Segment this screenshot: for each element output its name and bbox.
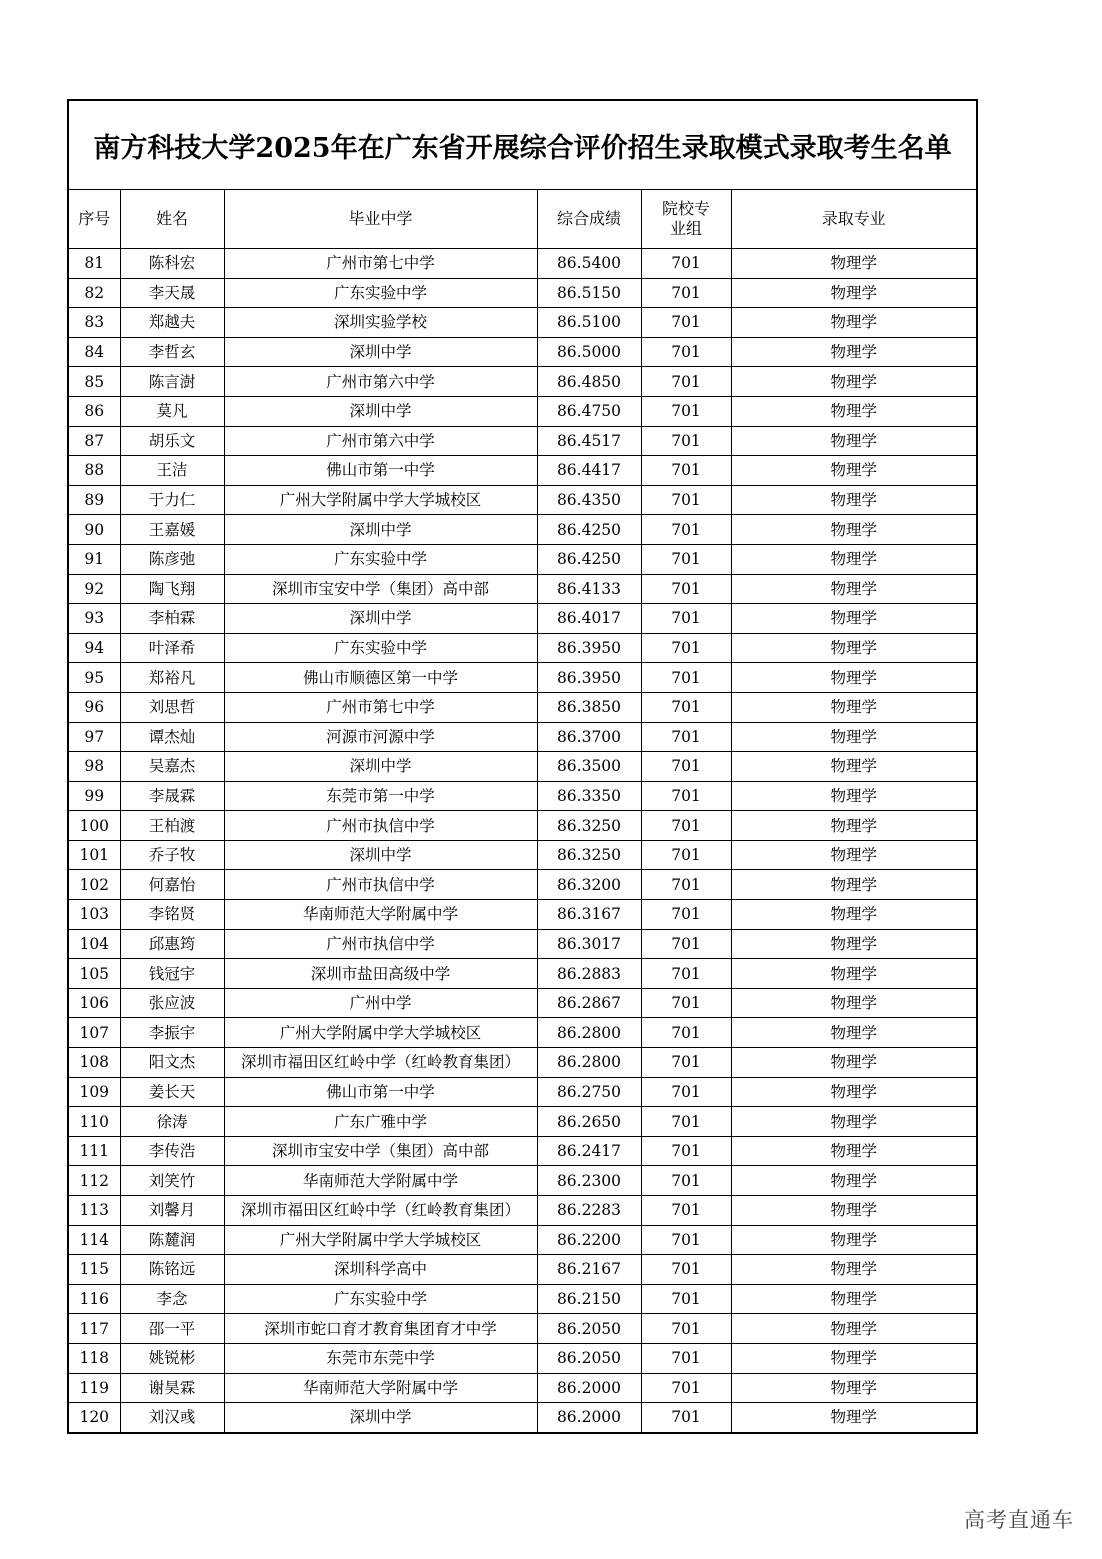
composite-score: 86.3950 [537, 663, 641, 693]
admitted-major: 物理学 [731, 544, 976, 574]
graduated-school: 深圳市宝安中学（集团）高中部 [224, 1136, 537, 1166]
composite-score: 86.3700 [537, 722, 641, 752]
student-name: 陈铭远 [120, 1255, 224, 1285]
row-index: 95 [69, 663, 120, 693]
table-row [69, 988, 976, 1018]
table-row [69, 900, 976, 930]
row-index: 116 [69, 1284, 120, 1314]
table-row [69, 959, 976, 989]
admitted-major: 物理学 [731, 396, 976, 426]
table-row [69, 840, 976, 870]
student-name: 王洁 [120, 456, 224, 486]
table-row [69, 604, 976, 634]
composite-score: 86.2883 [537, 959, 641, 989]
graduated-school: 广州中学 [224, 988, 537, 1018]
table-row [69, 515, 976, 545]
admitted-major: 物理学 [731, 1166, 976, 1196]
table-row [69, 485, 976, 515]
major-group-code: 701 [641, 959, 731, 989]
major-group-code: 701 [641, 367, 731, 397]
table-row [69, 781, 976, 811]
major-group-code: 701 [641, 515, 731, 545]
graduated-school: 广州大学附属中学大学城校区 [224, 485, 537, 515]
row-index: 83 [69, 308, 120, 338]
student-name: 陶飞翔 [120, 574, 224, 604]
major-group-code: 701 [641, 870, 731, 900]
graduated-school: 深圳中学 [224, 515, 537, 545]
student-name: 吴嘉杰 [120, 752, 224, 782]
admitted-major: 物理学 [731, 1403, 976, 1432]
graduated-school: 广东实验中学 [224, 633, 537, 663]
composite-score: 86.3500 [537, 752, 641, 782]
admitted-major: 物理学 [731, 337, 976, 367]
graduated-school: 东莞市东莞中学 [224, 1343, 537, 1373]
major-group-code: 701 [641, 1284, 731, 1314]
student-name: 李振宇 [120, 1018, 224, 1048]
student-name: 姚锐彬 [120, 1343, 224, 1373]
composite-score: 86.4517 [537, 426, 641, 456]
row-index: 106 [69, 988, 120, 1018]
row-index: 97 [69, 722, 120, 752]
admission-table [69, 190, 976, 1432]
student-name: 陈言澍 [120, 367, 224, 397]
major-group-code: 701 [641, 1166, 731, 1196]
table-row [69, 308, 976, 338]
header-admitted-major: 录取专业 [731, 190, 976, 249]
table-row [69, 1255, 976, 1285]
major-group-code: 701 [641, 1048, 731, 1078]
graduated-school: 华南师范大学附属中学 [224, 1166, 537, 1196]
admitted-major: 物理学 [731, 722, 976, 752]
composite-score: 86.3200 [537, 870, 641, 900]
admitted-major: 物理学 [731, 1284, 976, 1314]
row-index: 102 [69, 870, 120, 900]
header-score: 综合成绩 [537, 190, 641, 249]
composite-score: 86.2050 [537, 1343, 641, 1373]
major-group-code: 701 [641, 1107, 731, 1137]
admitted-major: 物理学 [731, 574, 976, 604]
table-row [69, 396, 976, 426]
composite-score: 86.3250 [537, 840, 641, 870]
composite-score: 86.3167 [537, 900, 641, 930]
composite-score: 86.5000 [537, 337, 641, 367]
student-name: 李哲玄 [120, 337, 224, 367]
graduated-school: 佛山市第一中学 [224, 456, 537, 486]
major-group-code: 701 [641, 633, 731, 663]
table-row [69, 367, 976, 397]
student-name: 邱惠筠 [120, 929, 224, 959]
admitted-major: 物理学 [731, 633, 976, 663]
composite-score: 86.4850 [537, 367, 641, 397]
composite-score: 86.2150 [537, 1284, 641, 1314]
student-name: 谭杰灿 [120, 722, 224, 752]
table-row [69, 1107, 976, 1137]
admitted-major: 物理学 [731, 367, 976, 397]
graduated-school: 深圳中学 [224, 840, 537, 870]
major-group-code: 701 [641, 308, 731, 338]
row-index: 107 [69, 1018, 120, 1048]
table-row [69, 249, 976, 279]
student-name: 王柏渡 [120, 811, 224, 841]
major-group-code: 701 [641, 840, 731, 870]
watermark-text: 高考直通车 [964, 1508, 1074, 1532]
graduated-school: 广州市第六中学 [224, 367, 537, 397]
row-index: 81 [69, 249, 120, 279]
student-name: 阳文杰 [120, 1048, 224, 1078]
table-body [69, 249, 976, 1432]
composite-score: 86.5100 [537, 308, 641, 338]
major-group-code: 701 [641, 1343, 731, 1373]
admitted-major: 物理学 [731, 1225, 976, 1255]
graduated-school: 广东实验中学 [224, 1284, 537, 1314]
graduated-school: 广州市第六中学 [224, 426, 537, 456]
table-row [69, 692, 976, 722]
row-index: 98 [69, 752, 120, 782]
row-index: 86 [69, 396, 120, 426]
composite-score: 86.4133 [537, 574, 641, 604]
major-group-code: 701 [641, 692, 731, 722]
major-group-code: 701 [641, 426, 731, 456]
admitted-major: 物理学 [731, 308, 976, 338]
table-row [69, 1225, 976, 1255]
major-group-code: 701 [641, 604, 731, 634]
table-row [69, 337, 976, 367]
admitted-major: 物理学 [731, 1196, 976, 1226]
composite-score: 86.4250 [537, 515, 641, 545]
graduated-school: 广州市执信中学 [224, 929, 537, 959]
row-index: 112 [69, 1166, 120, 1196]
graduated-school: 广州市执信中学 [224, 811, 537, 841]
table-row [69, 633, 976, 663]
major-group-code: 701 [641, 1196, 731, 1226]
major-group-code: 701 [641, 988, 731, 1018]
major-group-code: 701 [641, 1373, 731, 1403]
document-title: 南方科技大学2025年在广东省开展综合评价招生录取模式录取考生名单 [69, 101, 976, 190]
table-row [69, 1018, 976, 1048]
row-index: 110 [69, 1107, 120, 1137]
composite-score: 86.5150 [537, 278, 641, 308]
major-group-code: 701 [641, 1018, 731, 1048]
header-major-group: 院校专业组 [641, 190, 731, 249]
student-name: 张应波 [120, 988, 224, 1018]
table-header-row [69, 190, 976, 249]
composite-score: 86.2167 [537, 1255, 641, 1285]
composite-score: 86.4017 [537, 604, 641, 634]
composite-score: 86.2000 [537, 1403, 641, 1432]
table-row [69, 574, 976, 604]
student-name: 何嘉怡 [120, 870, 224, 900]
admitted-major: 物理学 [731, 1255, 976, 1285]
composite-score: 86.2750 [537, 1077, 641, 1107]
table-row [69, 1284, 976, 1314]
admitted-major: 物理学 [731, 752, 976, 782]
graduated-school: 深圳中学 [224, 1403, 537, 1432]
table-row [69, 722, 976, 752]
admitted-major: 物理学 [731, 1314, 976, 1344]
admitted-major: 物理学 [731, 781, 976, 811]
row-index: 113 [69, 1196, 120, 1226]
composite-score: 86.2300 [537, 1166, 641, 1196]
graduated-school: 深圳市福田区红岭中学（红岭教育集团） [224, 1196, 537, 1226]
table-row [69, 1048, 976, 1078]
student-name: 乔子牧 [120, 840, 224, 870]
graduated-school: 深圳市福田区红岭中学（红岭教育集团） [224, 1048, 537, 1078]
graduated-school: 深圳实验学校 [224, 308, 537, 338]
student-name: 刘汉彧 [120, 1403, 224, 1432]
row-index: 100 [69, 811, 120, 841]
student-name: 陈科宏 [120, 249, 224, 279]
table-row [69, 1314, 976, 1344]
major-group-code: 701 [641, 544, 731, 574]
major-group-code: 701 [641, 485, 731, 515]
student-name: 刘思哲 [120, 692, 224, 722]
student-name: 王嘉媛 [120, 515, 224, 545]
admitted-major: 物理学 [731, 515, 976, 545]
composite-score: 86.4417 [537, 456, 641, 486]
graduated-school: 广州市第七中学 [224, 692, 537, 722]
table-row [69, 1166, 976, 1196]
row-index: 99 [69, 781, 120, 811]
composite-score: 86.3017 [537, 929, 641, 959]
row-index: 87 [69, 426, 120, 456]
graduated-school: 深圳市蛇口育才教育集团育才中学 [224, 1314, 537, 1344]
student-name: 李传浩 [120, 1136, 224, 1166]
composite-score: 86.2800 [537, 1048, 641, 1078]
row-index: 92 [69, 574, 120, 604]
graduated-school: 广州大学附属中学大学城校区 [224, 1225, 537, 1255]
graduated-school: 广东实验中学 [224, 544, 537, 574]
row-index: 85 [69, 367, 120, 397]
student-name: 莫凡 [120, 396, 224, 426]
graduated-school: 广州市第七中学 [224, 249, 537, 279]
row-index: 108 [69, 1048, 120, 1078]
student-name: 李铭贤 [120, 900, 224, 930]
table-row [69, 870, 976, 900]
row-index: 88 [69, 456, 120, 486]
admitted-major: 物理学 [731, 485, 976, 515]
graduated-school: 深圳市盐田高级中学 [224, 959, 537, 989]
major-group-code: 701 [641, 574, 731, 604]
student-name: 姜长天 [120, 1077, 224, 1107]
student-name: 刘笑竹 [120, 1166, 224, 1196]
admission-list-sheet [67, 99, 978, 1434]
admitted-major: 物理学 [731, 1373, 976, 1403]
admitted-major: 物理学 [731, 1018, 976, 1048]
table-row [69, 929, 976, 959]
header-index: 序号 [69, 190, 120, 249]
major-group-code: 701 [641, 1225, 731, 1255]
admitted-major: 物理学 [731, 604, 976, 634]
student-name: 谢昊霖 [120, 1373, 224, 1403]
composite-score: 86.3350 [537, 781, 641, 811]
admitted-major: 物理学 [731, 1343, 976, 1373]
major-group-code: 701 [641, 337, 731, 367]
major-group-code: 701 [641, 1314, 731, 1344]
table-row [69, 752, 976, 782]
graduated-school: 佛山市第一中学 [224, 1077, 537, 1107]
row-index: 118 [69, 1343, 120, 1373]
table-row [69, 1373, 976, 1403]
composite-score: 86.4350 [537, 485, 641, 515]
table-row [69, 1196, 976, 1226]
admitted-major: 物理学 [731, 870, 976, 900]
table-row [69, 663, 976, 693]
row-index: 84 [69, 337, 120, 367]
table-row [69, 426, 976, 456]
major-group-code: 701 [641, 900, 731, 930]
composite-score: 86.2650 [537, 1107, 641, 1137]
admitted-major: 物理学 [731, 900, 976, 930]
row-index: 82 [69, 278, 120, 308]
row-index: 117 [69, 1314, 120, 1344]
header-school: 毕业中学 [224, 190, 537, 249]
composite-score: 86.3250 [537, 811, 641, 841]
graduated-school: 广东实验中学 [224, 278, 537, 308]
table-row [69, 811, 976, 841]
admitted-major: 物理学 [731, 959, 976, 989]
major-group-code: 701 [641, 752, 731, 782]
graduated-school: 佛山市顺德区第一中学 [224, 663, 537, 693]
row-index: 109 [69, 1077, 120, 1107]
row-index: 114 [69, 1225, 120, 1255]
student-name: 李念 [120, 1284, 224, 1314]
graduated-school: 深圳中学 [224, 752, 537, 782]
table-row [69, 1403, 976, 1432]
row-index: 111 [69, 1136, 120, 1166]
student-name: 李天晟 [120, 278, 224, 308]
composite-score: 86.4250 [537, 544, 641, 574]
composite-score: 86.2800 [537, 1018, 641, 1048]
admitted-major: 物理学 [731, 811, 976, 841]
admitted-major: 物理学 [731, 840, 976, 870]
student-name: 徐涛 [120, 1107, 224, 1137]
row-index: 101 [69, 840, 120, 870]
graduated-school: 深圳中学 [224, 396, 537, 426]
header-name: 姓名 [120, 190, 224, 249]
major-group-code: 701 [641, 456, 731, 486]
student-name: 叶泽希 [120, 633, 224, 663]
table-row [69, 544, 976, 574]
graduated-school: 东莞市第一中学 [224, 781, 537, 811]
admitted-major: 物理学 [731, 988, 976, 1018]
row-index: 91 [69, 544, 120, 574]
graduated-school: 广州市执信中学 [224, 870, 537, 900]
admitted-major: 物理学 [731, 249, 976, 279]
graduated-school: 华南师范大学附属中学 [224, 1373, 537, 1403]
table-row [69, 456, 976, 486]
student-name: 郑裕凡 [120, 663, 224, 693]
student-name: 刘馨月 [120, 1196, 224, 1226]
admitted-major: 物理学 [731, 1048, 976, 1078]
row-index: 94 [69, 633, 120, 663]
composite-score: 86.4750 [537, 396, 641, 426]
major-group-code: 701 [641, 781, 731, 811]
graduated-school: 华南师范大学附属中学 [224, 900, 537, 930]
major-group-code: 701 [641, 1077, 731, 1107]
major-group-code: 701 [641, 1136, 731, 1166]
row-index: 115 [69, 1255, 120, 1285]
table-row [69, 1343, 976, 1373]
admitted-major: 物理学 [731, 278, 976, 308]
major-group-code: 701 [641, 663, 731, 693]
table-row [69, 1136, 976, 1166]
student-name: 于力仁 [120, 485, 224, 515]
student-name: 李柏霖 [120, 604, 224, 634]
row-index: 105 [69, 959, 120, 989]
table-row [69, 1077, 976, 1107]
row-index: 119 [69, 1373, 120, 1403]
admitted-major: 物理学 [731, 1077, 976, 1107]
composite-score: 86.3850 [537, 692, 641, 722]
student-name: 李晟霖 [120, 781, 224, 811]
admitted-major: 物理学 [731, 1107, 976, 1137]
composite-score: 86.2050 [537, 1314, 641, 1344]
table-row [69, 278, 976, 308]
student-name: 陈麓润 [120, 1225, 224, 1255]
major-group-code: 701 [641, 722, 731, 752]
admitted-major: 物理学 [731, 663, 976, 693]
student-name: 钱冠宇 [120, 959, 224, 989]
graduated-school: 深圳科学高中 [224, 1255, 537, 1285]
student-name: 陈彦弛 [120, 544, 224, 574]
graduated-school: 深圳市宝安中学（集团）高中部 [224, 574, 537, 604]
composite-score: 86.5400 [537, 249, 641, 279]
graduated-school: 深圳中学 [224, 337, 537, 367]
admitted-major: 物理学 [731, 929, 976, 959]
student-name: 邵一平 [120, 1314, 224, 1344]
graduated-school: 河源市河源中学 [224, 722, 537, 752]
composite-score: 86.3950 [537, 633, 641, 663]
major-group-code: 701 [641, 278, 731, 308]
composite-score: 86.2417 [537, 1136, 641, 1166]
major-group-code: 701 [641, 1403, 731, 1432]
composite-score: 86.2867 [537, 988, 641, 1018]
major-group-code: 701 [641, 929, 731, 959]
composite-score: 86.2283 [537, 1196, 641, 1226]
row-index: 93 [69, 604, 120, 634]
composite-score: 86.2200 [537, 1225, 641, 1255]
row-index: 89 [69, 485, 120, 515]
major-group-code: 701 [641, 811, 731, 841]
student-name: 郑越夫 [120, 308, 224, 338]
major-group-code: 701 [641, 1255, 731, 1285]
major-group-code: 701 [641, 249, 731, 279]
row-index: 96 [69, 692, 120, 722]
composite-score: 86.2000 [537, 1373, 641, 1403]
graduated-school: 广州大学附属中学大学城校区 [224, 1018, 537, 1048]
admitted-major: 物理学 [731, 1136, 976, 1166]
admitted-major: 物理学 [731, 426, 976, 456]
graduated-school: 深圳中学 [224, 604, 537, 634]
major-group-code: 701 [641, 396, 731, 426]
graduated-school: 广东广雅中学 [224, 1107, 537, 1137]
admitted-major: 物理学 [731, 692, 976, 722]
student-name: 胡乐文 [120, 426, 224, 456]
row-index: 103 [69, 900, 120, 930]
row-index: 90 [69, 515, 120, 545]
row-index: 120 [69, 1403, 120, 1432]
admitted-major: 物理学 [731, 456, 976, 486]
row-index: 104 [69, 929, 120, 959]
